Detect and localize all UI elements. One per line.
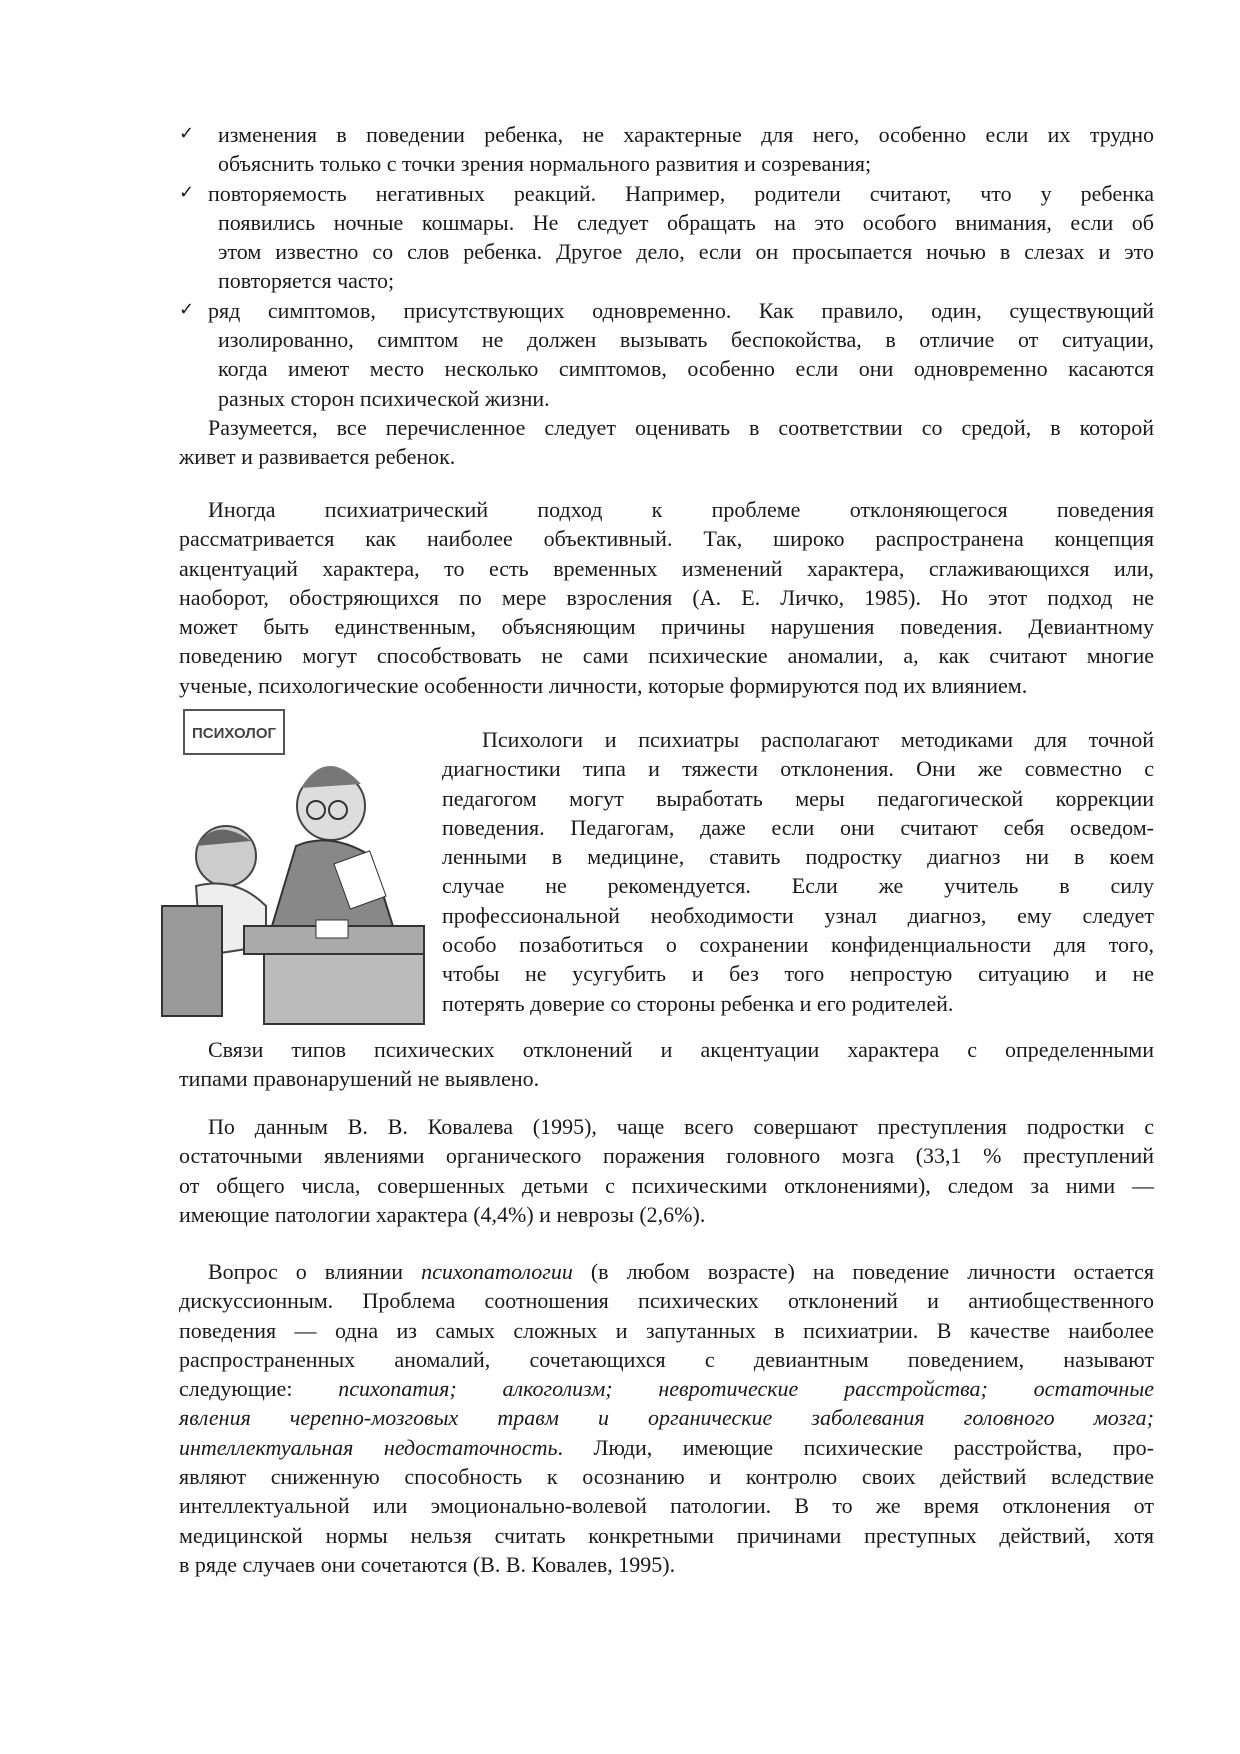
text-line: ряд симптомов, присутствующих одновременно. Как правило, один, существующий xyxy=(208,297,1154,323)
paragraph-kovalev xyxy=(179,1112,1154,1229)
paragraph-psychologists xyxy=(442,725,1154,1018)
text-line: изолированно, симптом не должен вызывать беспокойства, в отличие от ситуации, xyxy=(218,327,1154,353)
text-line: Разумеется, все перечисленное следует оценивать в соответствии со средой, в которой xyxy=(208,415,1154,440)
italic-term: явления черепно-мозговых травм и органические заболевания головного мозга; xyxy=(179,1405,1154,1431)
symptom-checklist xyxy=(179,120,1154,413)
text-line xyxy=(179,1257,1154,1286)
text-line: чтобы не усугубить и без того непростую ситуацию и не xyxy=(442,961,1154,987)
text-line: типами правонарушений не выявлено. xyxy=(179,1066,540,1092)
checklist-item xyxy=(179,120,1154,179)
text-line: изменения в поведении ребенка, не характерные для него, особенно если их трудно xyxy=(218,122,1154,147)
text-line: остаточными явлениями органического поражения головного мозга (33,1 % преступлений xyxy=(179,1143,1154,1169)
italic-term: интеллектуальная недостаточность xyxy=(179,1434,558,1460)
text-run: поведения — одна из самых сложных и запутанных в психиатрии. В качестве наиболее xyxy=(179,1317,1154,1343)
text-run: являют сниженную способность к осознанию и контролю своих действий вследствие xyxy=(179,1464,1154,1490)
text-line: По данным В. В. Ковалева (1995), чаще всего совершают преступления подростки с xyxy=(208,1114,1154,1139)
checklist-item xyxy=(179,179,1154,296)
italic-term: психопатологии xyxy=(421,1259,573,1284)
text-line: повторяется часто; xyxy=(218,268,395,294)
text-line: ленными в медицине, ставить подростку диагноз ни в коем xyxy=(442,844,1154,870)
text-line xyxy=(179,1433,1154,1462)
text-line: от общего числа, совершенных детьми с психическими отклонениями), следом за ними — xyxy=(179,1172,1154,1198)
text-line: наоборот, обостряющихся по мере взросления (А. Е. Личко, 1985). Но этот подход не xyxy=(179,584,1154,610)
text-line: повторяемость негативных реакций. Например, родители считают, что у ребенка xyxy=(208,180,1154,206)
text-run: дискуссионным. Проблема соотношения психических отклонений и антиобщественного xyxy=(179,1288,1154,1314)
text-run: Вопрос о влиянии xyxy=(208,1259,422,1284)
text-run: следующие: xyxy=(179,1376,339,1402)
text-line: поведению могут способствовать не сами психические аномалии, а, как считают многие xyxy=(179,643,1154,669)
paragraph-psychopathology xyxy=(179,1257,1154,1579)
text-run: в ряде случаев они сочетаются (В. В. Ковалев, 1995). xyxy=(179,1551,676,1577)
text-line: когда имеют место несколько симптомов, особенно если они одновременно касаются xyxy=(218,356,1154,382)
text-line: педагогом могут выработать меры педагогической коррекции xyxy=(442,785,1154,811)
text-line xyxy=(179,1286,1154,1315)
text-line: разных сторон психической жизни. xyxy=(218,385,550,411)
paragraph-links xyxy=(179,1035,1154,1094)
text-line: объяснить только с точки зрения нормального развития и созревания; xyxy=(218,151,872,177)
text-run: интеллектуальной или эмоционально-волевой патологии. В то же время отклонения от xyxy=(179,1493,1154,1519)
text-run: распространенных аномалий, сочетающихся с девиантным поведением, называют xyxy=(179,1346,1154,1372)
text-line: может быть единственным, объясняющим причины нарушения поведения. Девиантному xyxy=(179,614,1154,640)
text-line: потерять доверие со стороны ребенка и его родителей. xyxy=(442,990,954,1016)
italic-term: психопатия; алкоголизм; невротические расстройства; остаточные xyxy=(338,1376,1154,1402)
text-line xyxy=(179,1403,1154,1432)
text-line: Связи типов психических отклонений и акцентуации характера с определенными xyxy=(208,1037,1154,1062)
text-line: акцентуаций характера, то есть временных изменений характера, сглаживающихся или, xyxy=(179,555,1154,581)
text-run: (в любом возрасте) на поведение личности остается xyxy=(572,1259,1154,1284)
paragraph-environment xyxy=(179,413,1154,472)
text-line xyxy=(179,1491,1154,1520)
sign-label: ПСИХОЛОГ xyxy=(191,725,277,742)
checkmark-icon: ✓ xyxy=(179,123,195,144)
psychologist-illustration xyxy=(156,706,448,1028)
checkmark-icon: ✓ xyxy=(179,298,195,320)
text-line: появились ночные кошмары. Не следует обращать на это особого внимания, если об xyxy=(218,209,1154,235)
paragraph-psychiatric-approach xyxy=(179,495,1154,700)
text-line xyxy=(179,1374,1154,1403)
text-run: . Люди, имеющие психические расстройства, про- xyxy=(557,1434,1154,1460)
text-line: Психологи и психиатры располагают методиками для точной xyxy=(482,727,1154,752)
text-line xyxy=(179,1345,1154,1374)
text-line xyxy=(179,1521,1154,1550)
text-line: рассматривается как наиболее объективный. Так, широко распространена концепция xyxy=(179,526,1154,552)
text-line: живет и развивается ребенок. xyxy=(179,444,456,470)
text-line xyxy=(179,1462,1154,1491)
checklist-item xyxy=(179,296,1154,413)
text-line: случае не рекомендуется. Если же учитель в силу xyxy=(442,873,1154,899)
text-line: этом известно со слов ребенка. Другое дело, если он просыпается ночью в слезах и это xyxy=(218,239,1154,265)
text-line: поведения. Педагогам, даже если они считают себя осведом- xyxy=(442,814,1154,840)
text-run: медицинской нормы нельзя считать конкретными причинами преступных действий, хотя xyxy=(179,1522,1154,1548)
text-line: профессиональной необходимости узнал диагноз, ему следует xyxy=(442,902,1154,928)
checkmark-icon: ✓ xyxy=(179,181,195,203)
text-line: особо позаботиться о сохранении конфиденциальности для того, xyxy=(442,932,1154,958)
text-line xyxy=(179,1550,1154,1579)
text-line: имеющие патологии характера (4,4%) и неврозы (2,6%). xyxy=(179,1201,706,1227)
text-line: Иногда психиатрический подход к проблеме отклоняющегося поведения xyxy=(208,497,1154,522)
text-line: диагностики типа и тяжести отклонения. Они же совместно с xyxy=(442,756,1154,782)
text-line xyxy=(179,1316,1154,1345)
text-line: ученые, психологические особенности личности, которые формируются под их влиянием. xyxy=(179,672,1028,698)
